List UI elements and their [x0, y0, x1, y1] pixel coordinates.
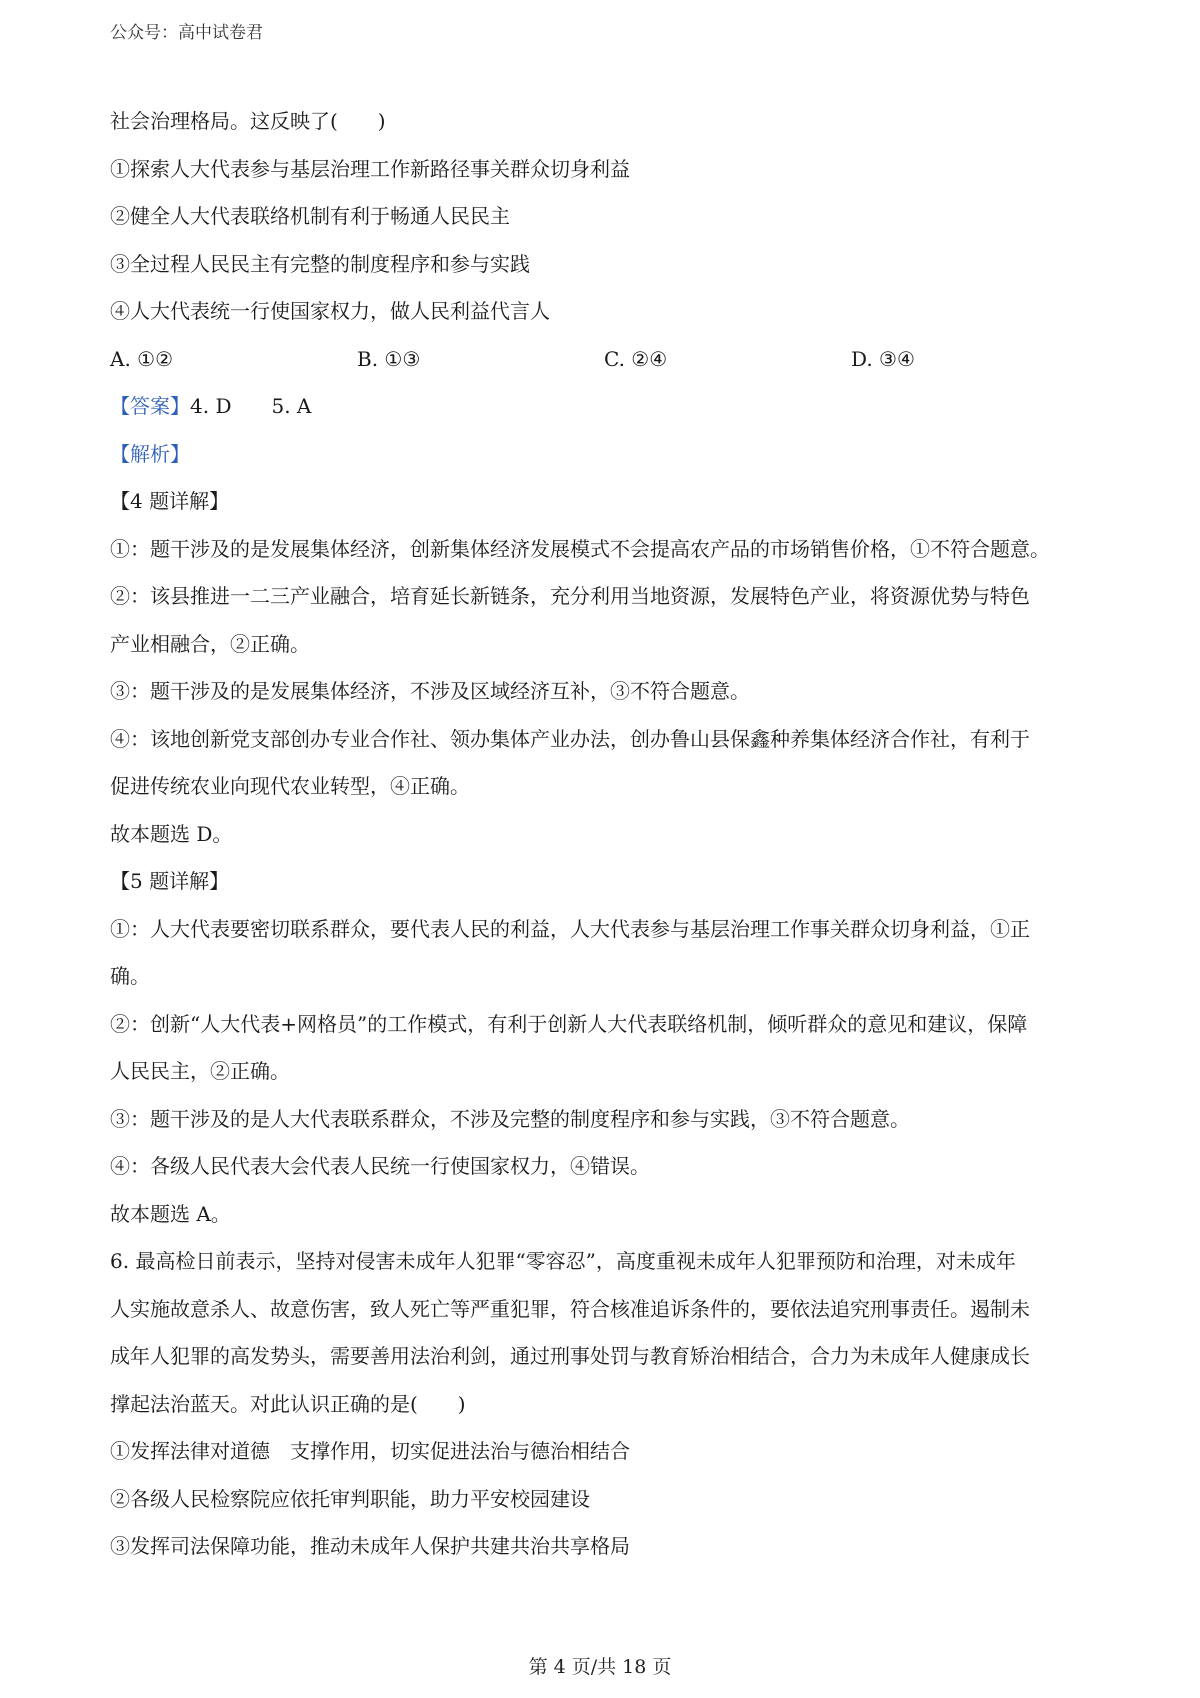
q6-stem-line: 成年人犯罪的高发势头，需要善用法治利剑，通过刑事处罚与教育矫治相结合，合力为未成年人健康成长	[110, 1344, 1030, 1368]
option-b: B. ①③	[357, 346, 421, 371]
answer-label: 【答案】	[110, 394, 190, 418]
question-stem: 社会治理格局。这反映了( )	[110, 109, 386, 133]
option-a: A. ①②	[110, 346, 174, 371]
q4-detail-line: 促进传统农业向现代农业转型，④正确。	[110, 774, 470, 798]
q4-detail-title: 【4 题详解】	[110, 489, 230, 513]
q4-detail-line: ②：该县推进一二三产业融合，培育延长新链条，充分利用当地资源，发展特色产业，将资源优势与特色	[110, 584, 1030, 608]
q5-detail-line: ③：题干涉及的是人大代表联系群众，不涉及完整的制度程序和参与实践，③不符合题意。	[110, 1106, 910, 1131]
page-header: 公众号：高中试卷君	[110, 23, 263, 43]
page-footer: 第 4 页/共 18 页	[528, 1656, 672, 1678]
q4-detail-line: ④：该地创新党支部创办专业合作社、领办集体产业办法，创办鲁山县保鑫种养集体经济合作社，有利于	[110, 726, 1030, 751]
q5-detail-line: 人民民主，②正确。	[110, 1059, 290, 1083]
q6-stem-line: 撑起法治蓝天。对此认识正确的是( )	[110, 1391, 466, 1416]
q5-conclusion: 故本题选 A。	[110, 1201, 231, 1226]
question-item: ②各级人民检察院应依托审判职能，助力平安校园建设	[110, 1486, 590, 1511]
q4-detail-line: ①：题干涉及的是发展集体经济，创新集体经济发展模式不会提高农产品的市场销售价格，①不符合题意。	[110, 536, 1050, 561]
q5-detail-line: ④：各级人民代表大会代表人民统一行使国家权力，④错误。	[110, 1154, 650, 1178]
question-item: ④人大代表统一行使国家权力，做人民利益代言人	[110, 299, 550, 323]
q6-stem-line: 人实施故意杀人、故意伤害，致人死亡等严重犯罪，符合核准追诉条件的，要依法追究刑事责任。遏制未	[110, 1296, 1030, 1321]
q6-stem-line: 6. 最高检日前表示，坚持对侵害未成年人犯罪“零容忍”，高度重视未成年人犯罪预防和治理，对未成年	[110, 1249, 1016, 1273]
q5-detail-line: ②：创新“人大代表+网格员”的工作模式，有利于创新人大代表联络机制，倾听群众的意见和建议，保障	[110, 1011, 1028, 1036]
question-item: ③发挥司法保障功能，推动未成年人保护共建共治共享格局	[110, 1534, 630, 1558]
question-item: ①探索人大代表参与基层治理工作新路径事关群众切身利益	[110, 156, 630, 181]
document-body	[110, 98, 1100, 1571]
answer-line	[110, 383, 1100, 431]
q5-detail-line: ①：人大代表要密切联系群众，要代表人民的利益，人大代表参与基层治理工作事关群众切身利益，①正	[110, 916, 1030, 941]
question-item: ③全过程人民民主有完整的制度程序和参与实践	[110, 251, 530, 276]
option-d: D. ③④	[851, 346, 915, 371]
answer-text: 4. D 5. A	[190, 394, 312, 418]
question-item: ①发挥法律对道德 支撑作用，切实促进法治与德治相结合	[110, 1439, 630, 1463]
q5-detail-line: 确。	[110, 964, 150, 988]
answer-options	[110, 336, 1100, 384]
q5-detail-title: 【5 题详解】	[110, 869, 230, 893]
analysis-label: 【解析】	[110, 441, 190, 466]
option-c: C. ②④	[604, 346, 668, 371]
q4-detail-line: ③：题干涉及的是发展集体经济，不涉及区域经济互补，③不符合题意。	[110, 679, 750, 703]
question-item: ②健全人大代表联络机制有利于畅通人民民主	[110, 204, 510, 228]
q4-detail-line: 产业相融合，②正确。	[110, 631, 310, 656]
q4-conclusion: 故本题选 D。	[110, 821, 233, 846]
